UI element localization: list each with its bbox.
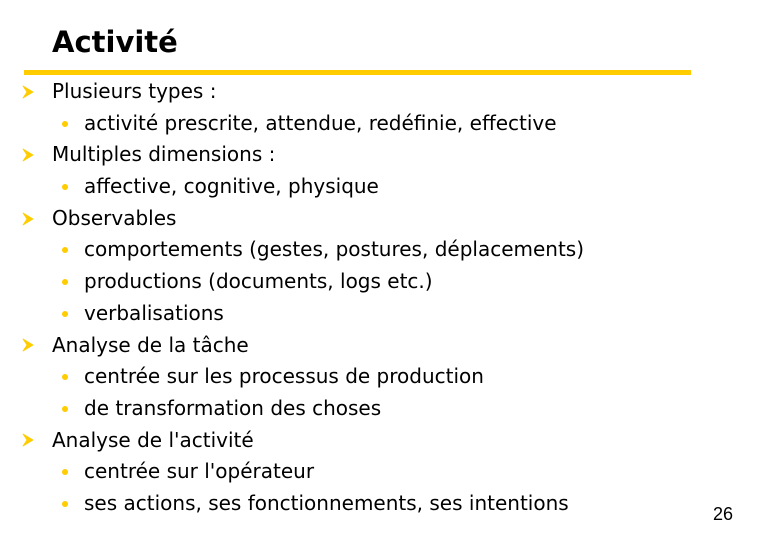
sub-bullet-line (22, 234, 702, 266)
title-underline-rule (24, 70, 691, 75)
bullet-item (22, 76, 702, 139)
arrow-bullet-icon (22, 148, 52, 162)
bullet-line (22, 330, 702, 362)
sub-bullet-line (22, 361, 702, 393)
bullet-list (22, 76, 702, 520)
bullet-item (22, 330, 702, 425)
sub-bullet-text: de transformation des choses (84, 395, 382, 420)
bullet-item (22, 139, 702, 202)
arrow-bullet-icon (22, 338, 52, 352)
sub-bullet-text: affective, cognitive, physique (84, 174, 379, 199)
sub-bullet-line (22, 488, 702, 520)
sub-bullet-dot-icon (62, 279, 84, 285)
sub-bullet-line (22, 393, 702, 425)
bullet-item (22, 425, 702, 520)
sub-bullet-text: comportements (gestes, postures, déplacements) (84, 237, 585, 262)
sub-bullet-line (22, 456, 702, 488)
slide-title: Activité (52, 25, 178, 59)
bullet-text: Analyse de l'activité (52, 427, 254, 452)
bullet-text: Plusieurs types : (52, 79, 217, 103)
bullet-line (22, 425, 702, 457)
bullet-line (22, 139, 702, 171)
arrow-bullet-icon (22, 433, 52, 447)
bullet-item (22, 203, 702, 330)
sub-bullet-dot-icon (62, 184, 84, 190)
sub-bullet-text: centrée sur les processus de production (84, 364, 484, 389)
bullet-text: Observables (52, 205, 177, 230)
sub-bullet-text: activité prescrite, attendue, redéfinie, effective (84, 110, 557, 135)
sub-bullet-dot-icon (62, 501, 84, 507)
sub-bullet-dot-icon (62, 469, 84, 475)
sub-bullet-text: productions (documents, logs etc.) (84, 269, 433, 294)
sub-bullet-line (22, 108, 702, 140)
bullet-text: Multiples dimensions : (52, 142, 276, 167)
sub-bullet-text: ses actions, ses fonctionnements, ses intentions (84, 490, 569, 515)
sub-bullet-dot-icon (62, 247, 84, 253)
page-number: 26 (712, 504, 733, 524)
sub-bullet-text: centrée sur l'opérateur (84, 459, 315, 484)
sub-bullet-line (22, 266, 702, 298)
sub-bullet-dot-icon (62, 374, 84, 380)
bullet-line (22, 203, 702, 235)
arrow-bullet-icon (22, 85, 52, 99)
bullet-text: Analyse de la tâche (52, 332, 249, 357)
sub-bullet-dot-icon (62, 311, 84, 317)
sub-bullet-dot-icon (62, 406, 84, 412)
arrow-bullet-icon (22, 212, 52, 226)
sub-bullet-line (22, 298, 702, 330)
sub-bullet-dot-icon (62, 121, 84, 127)
sub-bullet-text: verbalisations (84, 300, 224, 325)
bullet-line (22, 76, 702, 108)
sub-bullet-line (22, 171, 702, 203)
